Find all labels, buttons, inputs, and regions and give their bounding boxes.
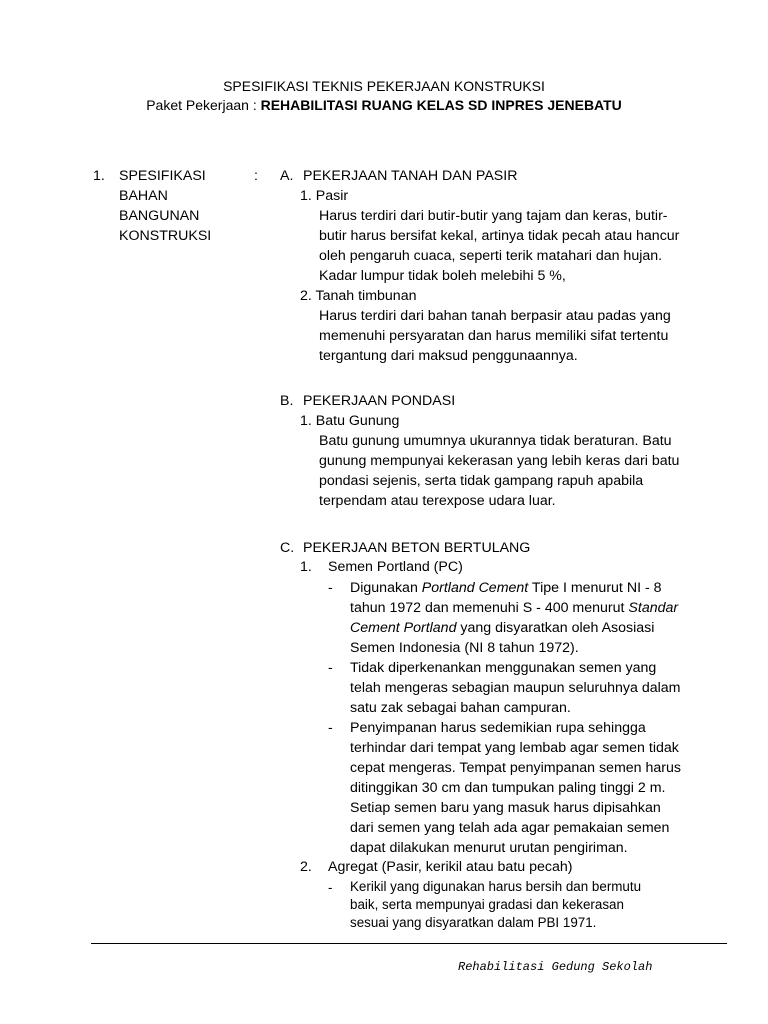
text-line: Harus terdiri dari bahan tanah berpasir atau padas yang [319,308,671,324]
text-line: Semen Indonesia (NI 8 tahun 1972). [350,640,579,656]
item-label-batu-gunung: 1. Batu Gunung [300,413,400,429]
item-label-tanah-timbunan: 2. Tanah timbunan [300,288,417,304]
text-line: dari semen yang telah ada agar pemakaian semen [350,820,670,836]
text-line: baik, serta mempunyai gradasi dan kekerasan [350,897,624,912]
text-line: gunung mempunyai kekerasan yang lebih keras dari batu [319,453,680,469]
text-line: Batu gunung umumnya ukurannya tidak beraturan. Batu [319,433,672,449]
subsection-letter-c: C. [280,540,295,556]
bullet-penyimpanan [350,718,713,858]
text-segment: yang disyaratkan oleh Asosiasi [456,620,655,636]
text-line: oleh pengaruh cuaca, seperti terik matahari dan hujan. [319,248,663,264]
text-line: telah mengeras sebagian maupun seluruhnya dalam [350,680,681,696]
text-line [350,598,713,618]
text-line: terhindar dari tempat yang lembab agar semen tidak [350,740,679,756]
italic-term: Portland Cement [421,580,529,596]
text-line: Kadar lumpur tidak boleh melebihi 5 %, [319,268,566,284]
subsection-heading-a: PEKERJAAN TANAH DAN PASIR [303,168,518,184]
paragraph-tanah-timbunan [319,306,712,366]
footer-text: Rehabilitasi Gedung Sekolah [458,960,653,974]
text-line [350,578,713,598]
italic-term: Cement Portland [350,620,457,636]
section-name-line: SPESIFIKASI [119,168,206,184]
bullet-dash: - [328,660,333,676]
package-line [0,96,768,114]
item-label-agregat: Agregat (Pasir, kerikil atau batu pecah) [328,859,573,875]
section-name-line: KONSTRUKSI [119,228,212,244]
italic-term: Standar [628,600,679,616]
bullet-dash: - [328,880,333,895]
text-line: tergantung dari maksud penggunaannya. [319,348,578,364]
section-name [119,166,229,246]
text-line: Harus terdiri dari butir-butir yang tajam dan keras, butir- [319,208,668,224]
bullet-dash: - [328,580,333,596]
item-label-pasir: 1. Pasir [300,188,349,204]
section-colon: : [254,168,258,184]
section-name-line: BANGUNAN [119,208,200,224]
paragraph-pasir [319,206,712,286]
text-line: terpendam atau terexpose udara luar. [319,493,556,509]
text-line: Kerikil yang digunakan harus bersih dan bermutu [350,879,642,894]
bullet-dash: - [328,720,333,736]
package-value: REHABILITASI RUANG KELAS SD INPRES JENEBATU [260,97,622,113]
item-number-semen: 1. [300,559,312,575]
text-line: pondasi sejenis, serta tidak gampang rapuh apabila [319,473,644,489]
footer-divider [91,943,727,944]
text-line: butir harus bersifat kekal, artinya tidak pecah atau hancur [319,228,680,244]
text-line: Setiap semen baru yang masuk harus dipisahkan [350,800,661,816]
subsection-heading-b: PEKERJAAN PONDASI [303,393,456,409]
document-title: SPESIFIKASI TEKNIS PEKERJAAN KONSTRUKSI [223,78,545,94]
text-segment: Digunakan [350,580,422,596]
text-line: Penyimpanan harus sedemikian rupa sehingga [350,720,646,736]
item-number-agregat: 2. [300,859,312,875]
text-line: memenuhi persyaratan dan harus memiliki sifat tertentu [319,328,669,344]
section-name-line: BAHAN [119,188,168,204]
item-label-semen: Semen Portland (PC) [328,559,463,575]
text-line: ditinggikan 30 cm dan tumpukan paling tinggi 2 m. [350,780,666,796]
paragraph-batu-gunung [319,431,712,511]
text-line [350,618,713,638]
text-line: dapat dilakukan menurut urutan pengiriman. [350,840,628,856]
bullet-portland-cement [350,578,713,658]
text-segment: tahun 1972 dan memenuhi S - 400 menurut [350,600,629,616]
text-line: Tidak diperkenankan menggunakan semen yang [350,660,657,676]
subsection-letter-a: A. [280,168,294,184]
text-line: sesuai yang disyaratkan dalam PBI 1971. [350,915,597,930]
package-label: Paket Pekerjaan : [146,97,261,113]
text-segment: Tipe I menurut NI - 8 [528,580,662,596]
subsection-letter-b: B. [280,393,294,409]
section-number: 1. [93,168,105,184]
bullet-kerikil [350,878,713,932]
subsection-heading-c: PEKERJAAN BETON BERTULANG [303,540,531,556]
text-line: satu zak sebagai bahan campuran. [350,700,571,716]
text-line: cepat mengeras. Tempat penyimpanan semen harus [350,760,681,776]
bullet-semen-mengeras [350,658,713,718]
